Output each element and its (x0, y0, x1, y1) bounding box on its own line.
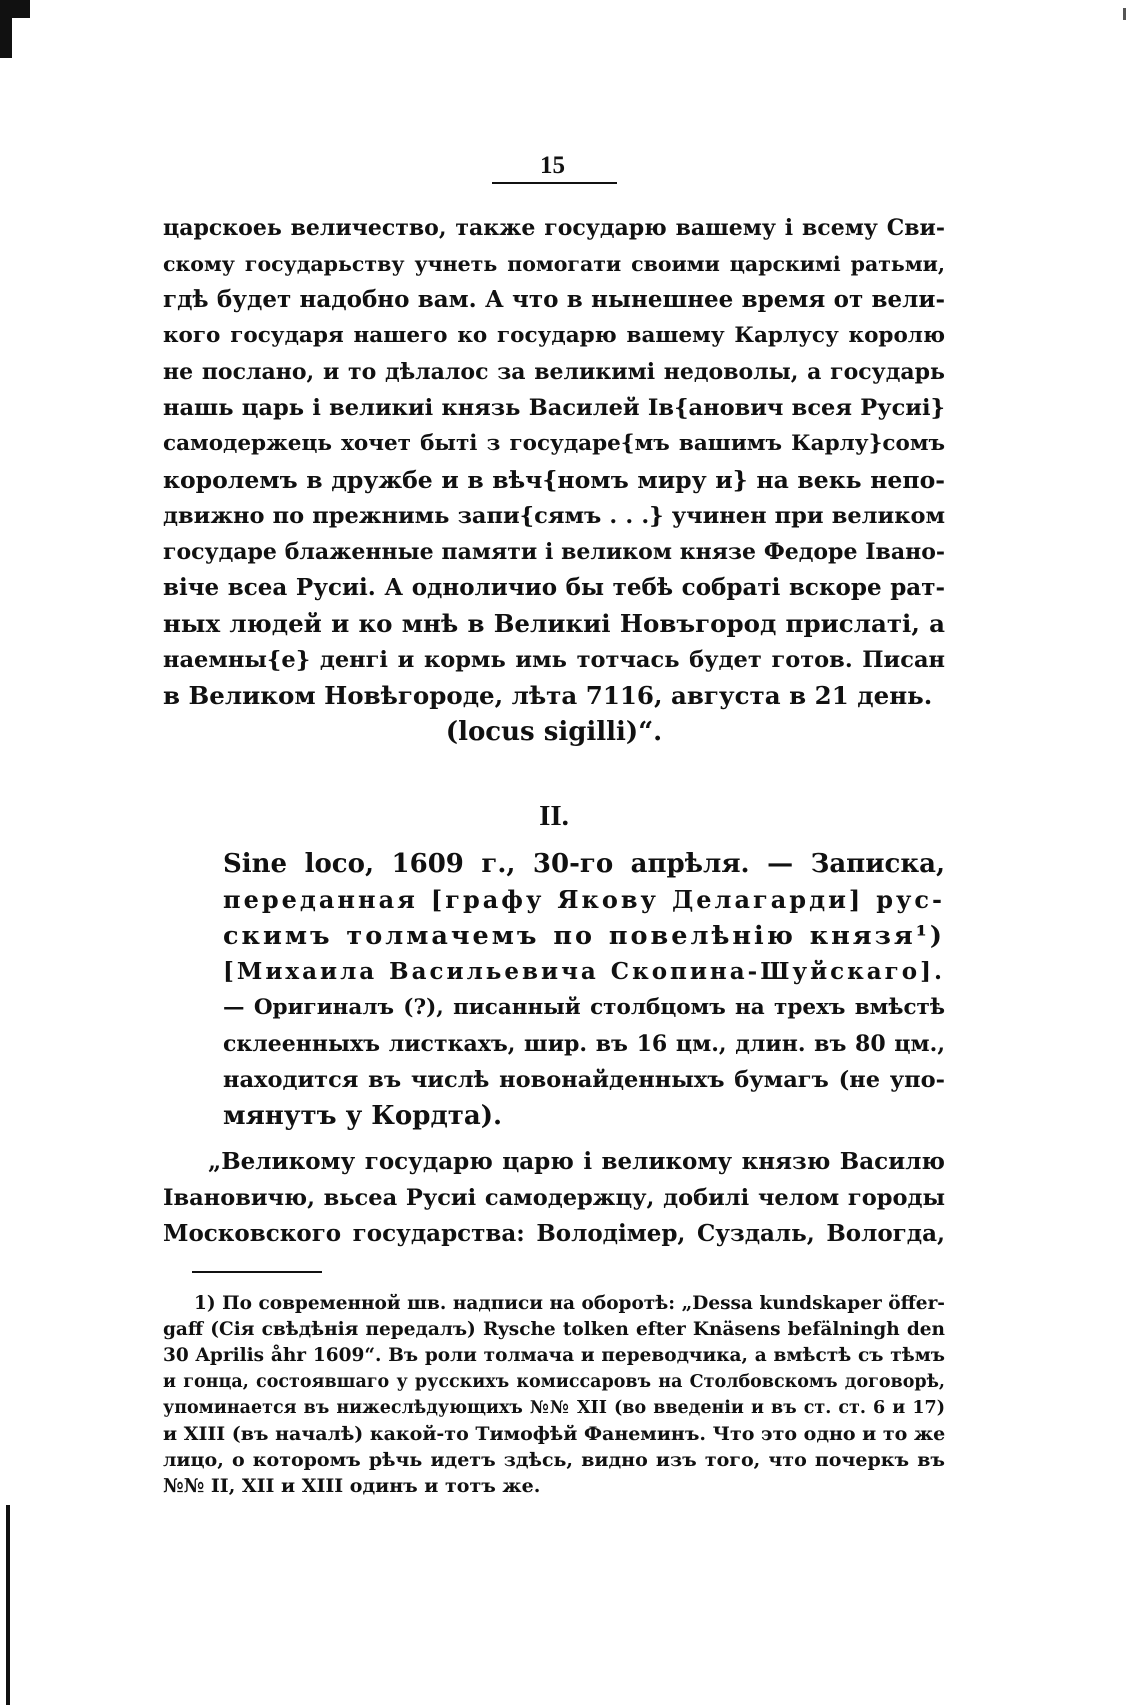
scan-edge-mark (0, 0, 30, 18)
body-line: віче всеа Русиі. А одноличио бы тебѣ собраті вскоре рат- (163, 574, 945, 601)
body-line: ных людей и ко мнѣ в Великиі Новъгород прислаті, а (163, 609, 945, 638)
section-text-line: Івановичю, вьсеа Русиі самодержцу, добилі челом городы (163, 1185, 945, 1211)
body-line: королемъ в дружбе и в вѣч{номъ миру и} на векь непо- (163, 466, 945, 494)
section-heading-line: — Оригиналъ (?), писанный столбцомъ на трехъ вмѣстѣ (223, 995, 945, 1020)
section-heading-line: находится въ числѣ новонайденныхъ бумагъ (не упо- (223, 1067, 945, 1093)
page-number: 15 (540, 152, 565, 179)
section-text-line: Московского государства: Володімер, Суздаль, Вологда, (163, 1220, 945, 1247)
footnote-line: упоминается въ нижеслѣдующихъ №№ XII (во введеніи и въ ст. ст. 6 и 17) (163, 1398, 945, 1418)
body-line: нашь царь і великиі князь Василей Ів{анович всея Русиі} (163, 395, 945, 421)
body-line: наемны{е} денгі и кормь имь тотчась будет готов. Писан (163, 647, 945, 673)
section-heading-line: Sine loco, 1609 г., 30-го апрѣля. — Записка, (223, 849, 945, 879)
body-line: не послано, и то дѣлалос за великимі недоволы, а государь (163, 359, 945, 385)
section-number: II. (539, 800, 569, 832)
footnote-line: лицо, о которомъ рѣчь идетъ здѣсь, видно изъ того, что почеркъ въ (163, 1449, 945, 1471)
section-text-line: „Великому государю царю і великому князю Василю (208, 1148, 945, 1175)
section-heading-line: переданная [графу Якову Делагарди] рус- (223, 885, 945, 914)
body-line: скому государьству учнеть помогати своими царскимі ратьми, (163, 252, 945, 276)
section-heading-line: скимъ толмачемъ по повелѣнію князя¹) (223, 921, 945, 951)
footnote-line: gaff (Сія свѣдѣнія передалъ) Rysche tolken efter Knäsens befälningh den (163, 1319, 945, 1340)
section-heading-line: мянутъ у Кордта). (223, 1101, 503, 1131)
footnote-line: и XIII (въ началѣ) какой-то Тимофѣй Фанеминъ. Что это одно и то же (163, 1423, 946, 1445)
body-line: в Великом Новѣгороде, лѣта 7116, августа в 21 день. (163, 681, 933, 710)
page-number-rule (492, 182, 617, 184)
footnote-rule (192, 1271, 322, 1273)
scan-edge-mark (1123, 8, 1126, 20)
footnote-line: 1) По современной шв. надписи на оборотѣ: „Dessa kundskaper öffer- (194, 1293, 945, 1314)
body-line: государе блаженные памяти і великом князе Федоре Івано- (163, 539, 945, 565)
footnote-line: 30 Aprilis åhr 1609“. Въ роли толмача и переводчика, а вмѣстѣ съ тѣмъ (163, 1345, 945, 1366)
body-line: движно по прежнимь запи{сямъ . . .} учинен при великом (163, 503, 945, 529)
footnote-line: и гонца, состоявшаго у русскихъ комиссаровъ на Столбовскомъ договорѣ, (163, 1372, 945, 1392)
footnote-line: №№ II, XII и XIII одинъ и тотъ же. (163, 1475, 541, 1497)
section-heading-line: склеенныхъ листкахъ, шир. въ 16 цм., длин. въ 80 цм., (223, 1031, 945, 1057)
scan-edge-mark (6, 1505, 10, 1705)
body-line: кого государя нашего ко государю вашему Карлусу королю (163, 323, 945, 348)
section-heading-line: [Михаила Васильевича Скопина-Шуйскаго]. (223, 958, 945, 985)
body-line: гдѣ будет надобно вам. А что в нынешнее время от вели- (163, 286, 945, 313)
seal-note: (locus sigilli)“. (445, 717, 663, 747)
body-line: царскоеь величество, также государю вашему і всему Сви- (163, 215, 945, 241)
body-line: самодержець хочет быті з государе{мъ вашимъ Карлу}сомъ (163, 431, 945, 456)
